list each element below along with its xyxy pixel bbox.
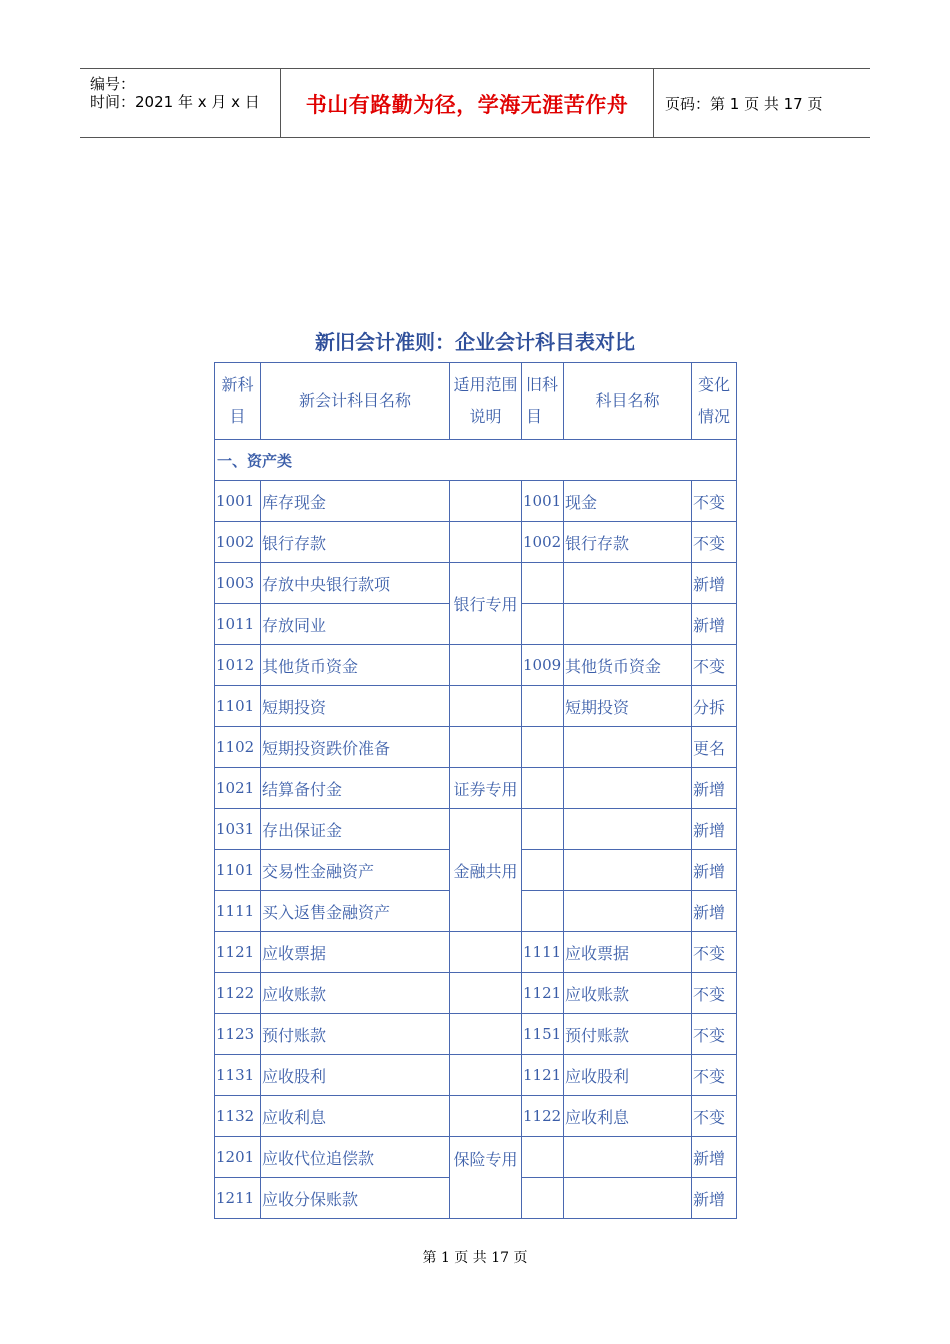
old-name-cell: 应收股利 — [564, 1055, 692, 1096]
scope-cell — [450, 973, 522, 1014]
old-name-cell: 银行存款 — [564, 522, 692, 563]
scope-cell — [450, 1055, 522, 1096]
header-change: 变化情况 — [692, 363, 737, 440]
old-code-cell — [522, 686, 564, 727]
new-code-cell: 1121 — [215, 932, 261, 973]
page-info: 页码：第 1 页 共 17 页 — [665, 95, 823, 113]
new-code-cell: 1211 — [215, 1178, 261, 1219]
page-title: 新旧会计准则：企业会计科目表对比 — [315, 330, 635, 354]
header-scope: 适用范围说明 — [450, 363, 522, 440]
table-row — [215, 768, 737, 809]
old-code-cell — [522, 891, 564, 932]
new-name-cell: 库存现金 — [261, 481, 450, 522]
new-name-cell: 存出保证金 — [261, 809, 450, 850]
old-name-cell — [564, 604, 692, 645]
change-cell: 不变 — [692, 645, 737, 686]
table-row — [215, 973, 737, 1014]
new-code-cell: 1003 — [215, 563, 261, 604]
old-code-cell — [522, 809, 564, 850]
header-new-name: 新会计科目名称 — [261, 363, 450, 440]
table-row — [215, 1137, 737, 1178]
old-code-cell: 1111 — [522, 932, 564, 973]
table-row — [215, 686, 737, 727]
old-code-cell: 1121 — [522, 973, 564, 1014]
old-name-cell: 其他货币资金 — [564, 645, 692, 686]
old-name-cell: 应收账款 — [564, 973, 692, 1014]
table-row — [215, 481, 737, 522]
scope-cell — [450, 645, 522, 686]
scope-cell: 保险专用 — [450, 1137, 522, 1219]
new-code-cell: 1101 — [215, 686, 261, 727]
category-row — [215, 440, 737, 481]
new-code-cell: 1011 — [215, 604, 261, 645]
table-row — [215, 1096, 737, 1137]
motto: 书山有路勤为径，学海无涯苦作舟 — [305, 93, 629, 117]
new-code-cell: 1122 — [215, 973, 261, 1014]
old-code-cell — [522, 727, 564, 768]
table-row — [215, 1055, 737, 1096]
old-name-cell: 应收利息 — [564, 1096, 692, 1137]
table-row — [215, 727, 737, 768]
scope-cell — [450, 481, 522, 522]
old-code-cell: 1001 — [522, 481, 564, 522]
old-name-cell — [564, 1178, 692, 1219]
new-name-cell: 买入返售金融资产 — [261, 891, 450, 932]
change-cell: 分拆 — [692, 686, 737, 727]
scope-cell — [450, 686, 522, 727]
new-code-cell: 1201 — [215, 1137, 261, 1178]
change-cell: 新增 — [692, 604, 737, 645]
change-cell: 新增 — [692, 809, 737, 850]
scope-cell: 证券专用 — [450, 768, 522, 809]
new-name-cell: 短期投资 — [261, 686, 450, 727]
new-code-cell: 1031 — [215, 809, 261, 850]
old-name-cell: 应收票据 — [564, 932, 692, 973]
new-name-cell: 结算备付金 — [261, 768, 450, 809]
new-code-cell: 1132 — [215, 1096, 261, 1137]
table-row — [215, 809, 737, 850]
table-header-row — [215, 363, 737, 440]
new-name-cell: 应收票据 — [261, 932, 450, 973]
table-row — [215, 1014, 737, 1055]
scope-cell: 银行专用 — [450, 563, 522, 645]
accounts-comparison-table — [214, 362, 737, 1219]
new-code-cell: 1123 — [215, 1014, 261, 1055]
old-code-cell: 1009 — [522, 645, 564, 686]
change-cell: 不变 — [692, 973, 737, 1014]
old-name-cell — [564, 563, 692, 604]
change-cell: 不变 — [692, 522, 737, 563]
old-name-cell — [564, 891, 692, 932]
change-cell: 更名 — [692, 727, 737, 768]
change-cell: 不变 — [692, 1014, 737, 1055]
new-name-cell: 存放中央银行款项 — [261, 563, 450, 604]
old-code-cell: 1151 — [522, 1014, 564, 1055]
old-name-cell — [564, 850, 692, 891]
scope-cell — [450, 1014, 522, 1055]
new-code-cell: 1012 — [215, 645, 261, 686]
new-code-cell: 1111 — [215, 891, 261, 932]
old-code-cell — [522, 1137, 564, 1178]
new-name-cell: 应收账款 — [261, 973, 450, 1014]
old-name-cell: 现金 — [564, 481, 692, 522]
old-code-cell — [522, 850, 564, 891]
old-name-cell: 预付账款 — [564, 1014, 692, 1055]
change-cell: 新增 — [692, 768, 737, 809]
old-code-cell: 1121 — [522, 1055, 564, 1096]
new-name-cell: 银行存款 — [261, 522, 450, 563]
new-name-cell: 应收利息 — [261, 1096, 450, 1137]
header-new-code: 新科目 — [215, 363, 261, 440]
table-row — [215, 563, 737, 604]
change-cell: 不变 — [692, 481, 737, 522]
change-cell: 不变 — [692, 1096, 737, 1137]
page-footer: 第 1 页 共 17 页 — [422, 1250, 528, 1266]
change-cell: 新增 — [692, 891, 737, 932]
scope-cell — [450, 522, 522, 563]
new-code-cell: 1131 — [215, 1055, 261, 1096]
new-name-cell: 应收代位追偿款 — [261, 1137, 450, 1178]
old-code-cell: 1002 — [522, 522, 564, 563]
old-name-cell — [564, 1137, 692, 1178]
change-cell: 不变 — [692, 1055, 737, 1096]
table-row — [215, 645, 737, 686]
new-name-cell: 短期投资跌价准备 — [261, 727, 450, 768]
table-row — [215, 932, 737, 973]
serial-label: 编号： — [90, 75, 136, 93]
old-name-cell — [564, 727, 692, 768]
date-label: 时间：2021 年 x 月 x 日 — [90, 93, 260, 111]
new-code-cell: 1002 — [215, 522, 261, 563]
new-code-cell: 1101 — [215, 850, 261, 891]
header-motto-cell — [280, 69, 654, 137]
scope-cell — [450, 1096, 522, 1137]
document-header — [80, 68, 870, 138]
scope-cell — [450, 932, 522, 973]
new-code-cell: 1021 — [215, 768, 261, 809]
old-code-cell — [522, 604, 564, 645]
old-code-cell — [522, 768, 564, 809]
scope-cell — [450, 727, 522, 768]
new-name-cell: 存放同业 — [261, 604, 450, 645]
change-cell: 不变 — [692, 932, 737, 973]
old-name-cell — [564, 809, 692, 850]
old-code-cell — [522, 1178, 564, 1219]
change-cell: 新增 — [692, 563, 737, 604]
scope-cell: 金融共用 — [450, 809, 522, 932]
new-name-cell: 其他货币资金 — [261, 645, 450, 686]
change-cell: 新增 — [692, 850, 737, 891]
category-label: 一、资产类 — [215, 440, 737, 481]
new-name-cell: 预付账款 — [261, 1014, 450, 1055]
header-old-code: 旧科目 — [522, 363, 564, 440]
new-code-cell: 1102 — [215, 727, 261, 768]
old-code-cell: 1122 — [522, 1096, 564, 1137]
old-code-cell — [522, 563, 564, 604]
new-code-cell: 1001 — [215, 481, 261, 522]
new-name-cell: 交易性金融资产 — [261, 850, 450, 891]
old-name-cell — [564, 768, 692, 809]
change-cell: 新增 — [692, 1137, 737, 1178]
header-old-name: 科目名称 — [564, 363, 692, 440]
new-name-cell: 应收分保账款 — [261, 1178, 450, 1219]
header-meta-cell — [80, 69, 280, 137]
change-cell: 新增 — [692, 1178, 737, 1219]
old-name-cell: 短期投资 — [564, 686, 692, 727]
table-row — [215, 522, 737, 563]
header-page-cell — [653, 69, 870, 137]
new-name-cell: 应收股利 — [261, 1055, 450, 1096]
